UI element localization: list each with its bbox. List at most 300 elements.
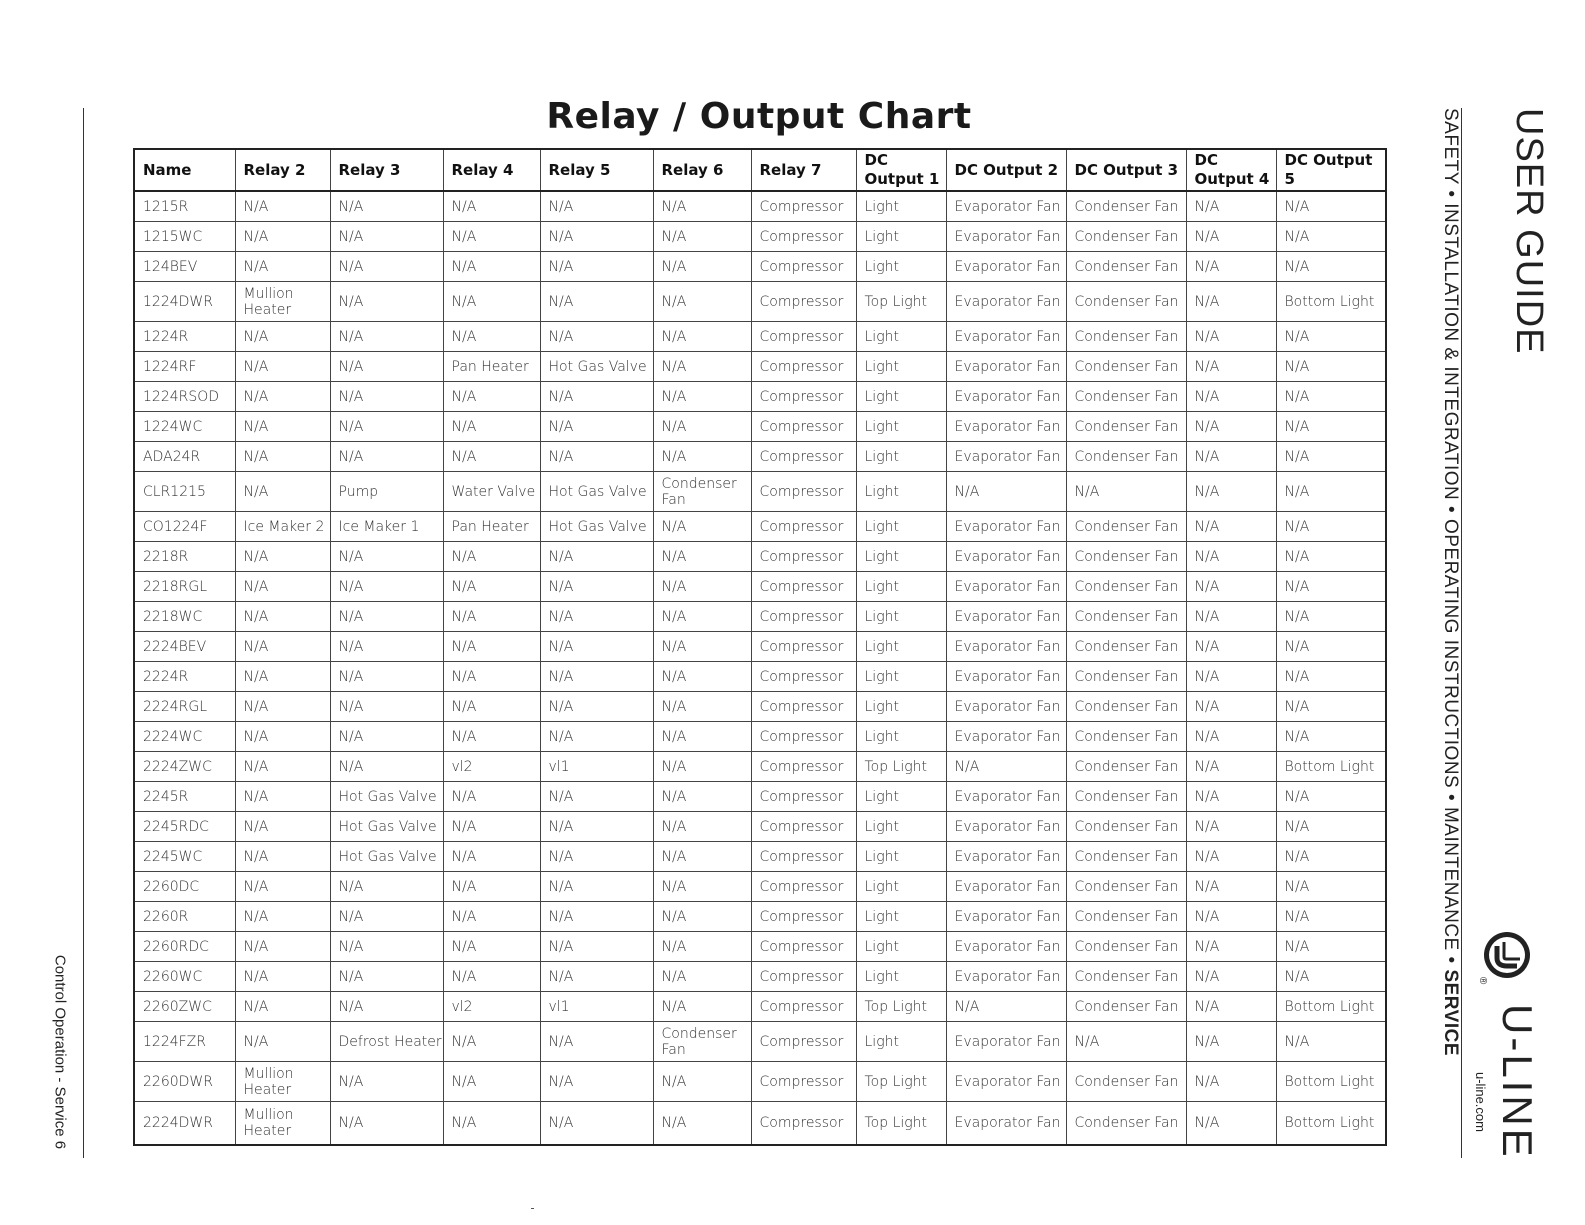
brand-url: u-line.com — [1473, 1072, 1488, 1132]
table-cell: N/A — [1186, 191, 1276, 222]
table-cell: N/A — [653, 902, 751, 932]
table-cell: N/A — [235, 812, 330, 842]
table-cell: Evaporator Fan — [946, 1022, 1066, 1062]
table-body — [134, 191, 1386, 1145]
table-cell: N/A — [946, 472, 1066, 512]
column-header: DC Output 1 — [856, 149, 946, 191]
table-cell: Compressor — [751, 352, 856, 382]
table-cell: N/A — [330, 752, 443, 782]
table-cell: N/A — [235, 842, 330, 872]
table-row — [134, 932, 1386, 962]
table-cell: N/A — [235, 442, 330, 472]
table-cell: Condenser Fan — [1066, 632, 1186, 662]
table-cell: Condenser Fan — [1066, 662, 1186, 692]
table-cell: Compressor — [751, 812, 856, 842]
model-name-cell: 2224WC — [134, 722, 235, 752]
u-line-logo-icon — [1482, 930, 1532, 980]
table-cell: N/A — [1186, 782, 1276, 812]
table-cell: N/A — [1276, 472, 1386, 512]
table-cell: N/A — [1186, 412, 1276, 442]
table-cell: N/A — [235, 992, 330, 1022]
table-cell: Hot Gas Valve — [540, 352, 653, 382]
table-cell: N/A — [235, 222, 330, 252]
table-cell: N/A — [540, 442, 653, 472]
table-cell: Condenser Fan — [1066, 191, 1186, 222]
table-row — [134, 632, 1386, 662]
table-cell: Condenser Fan — [1066, 932, 1186, 962]
table-cell: N/A — [1066, 472, 1186, 512]
table-cell: Light — [856, 872, 946, 902]
table-cell: Evaporator Fan — [946, 812, 1066, 842]
table-cell: Evaporator Fan — [946, 1062, 1066, 1102]
table-cell: N/A — [443, 602, 540, 632]
table-cell: N/A — [443, 902, 540, 932]
model-name-cell: 2224BEV — [134, 632, 235, 662]
table-cell: Compressor — [751, 872, 856, 902]
table-cell: N/A — [653, 692, 751, 722]
table-cell: Light — [856, 191, 946, 222]
table-cell: N/A — [540, 932, 653, 962]
table-cell: N/A — [540, 872, 653, 902]
table-cell: N/A — [540, 842, 653, 872]
table-cell: Compressor — [751, 752, 856, 782]
table-cell: Light — [856, 442, 946, 472]
table-cell: N/A — [443, 572, 540, 602]
table-cell: N/A — [235, 692, 330, 722]
table-row — [134, 322, 1386, 352]
table-cell: Compressor — [751, 962, 856, 992]
table-cell: Condenser Fan — [1066, 962, 1186, 992]
table-cell: N/A — [235, 752, 330, 782]
table-cell: N/A — [443, 1062, 540, 1102]
table-cell: N/A — [1186, 752, 1276, 782]
table-cell: N/A — [1186, 1102, 1276, 1146]
table-cell: Evaporator Fan — [946, 782, 1066, 812]
table-cell: N/A — [540, 722, 653, 752]
table-cell: N/A — [1276, 812, 1386, 842]
table-cell: N/A — [1186, 382, 1276, 412]
table-cell: N/A — [540, 1102, 653, 1146]
table-cell: N/A — [1276, 352, 1386, 382]
table-cell: Compressor — [751, 442, 856, 472]
table-cell: N/A — [1276, 842, 1386, 872]
table-cell: Light — [856, 722, 946, 752]
table-cell: Evaporator Fan — [946, 902, 1066, 932]
table-cell: N/A — [443, 282, 540, 322]
table-cell: N/A — [235, 352, 330, 382]
table-cell: Compressor — [751, 1022, 856, 1062]
table-row — [134, 352, 1386, 382]
table-cell: N/A — [653, 962, 751, 992]
table-cell: Evaporator Fan — [946, 872, 1066, 902]
table-row — [134, 752, 1386, 782]
table-cell: N/A — [653, 662, 751, 692]
table-cell: N/A — [443, 252, 540, 282]
model-name-cell: 1224FZR — [134, 1022, 235, 1062]
table-cell: N/A — [540, 1022, 653, 1062]
table-cell: Evaporator Fan — [946, 1102, 1066, 1146]
table-cell: N/A — [235, 662, 330, 692]
table-cell: Evaporator Fan — [946, 542, 1066, 572]
model-name-cell: 2224DWR — [134, 1102, 235, 1146]
table-row — [134, 902, 1386, 932]
model-name-cell: 2260DWR — [134, 1062, 235, 1102]
table-cell: Pump — [330, 472, 443, 512]
table-cell: N/A — [330, 992, 443, 1022]
table-cell: Evaporator Fan — [946, 602, 1066, 632]
table-cell: Compressor — [751, 1062, 856, 1102]
table-cell: N/A — [443, 932, 540, 962]
table-row — [134, 512, 1386, 542]
table-cell: N/A — [1276, 191, 1386, 222]
table-cell: N/A — [653, 412, 751, 442]
table-row — [134, 692, 1386, 722]
table-cell: N/A — [1276, 442, 1386, 472]
table-cell: N/A — [1276, 542, 1386, 572]
table-cell: N/A — [540, 812, 653, 842]
model-name-cell: 2260R — [134, 902, 235, 932]
table-cell: N/A — [540, 632, 653, 662]
table-cell: Light — [856, 932, 946, 962]
table-cell: N/A — [653, 872, 751, 902]
table-cell: N/A — [1186, 252, 1276, 282]
table-cell: N/A — [1276, 1022, 1386, 1062]
table-cell: Compressor — [751, 992, 856, 1022]
table-cell: N/A — [1186, 512, 1276, 542]
table-cell: Evaporator Fan — [946, 932, 1066, 962]
table-cell: N/A — [443, 191, 540, 222]
table-cell: Condenser Fan — [1066, 902, 1186, 932]
table-cell: Light — [856, 662, 946, 692]
table-cell: Condenser Fan — [1066, 352, 1186, 382]
column-header: DC Output 2 — [946, 149, 1066, 191]
model-name-cell: 2224RGL — [134, 692, 235, 722]
model-name-cell: 124BEV — [134, 252, 235, 282]
table-cell: N/A — [235, 542, 330, 572]
table-cell: N/A — [1186, 322, 1276, 352]
table-cell: N/A — [653, 842, 751, 872]
table-cell: Compressor — [751, 191, 856, 222]
table-cell: N/A — [330, 222, 443, 252]
table-cell: N/A — [330, 382, 443, 412]
table-cell: N/A — [330, 352, 443, 382]
table-cell: N/A — [443, 542, 540, 572]
table-cell: N/A — [443, 632, 540, 662]
table-cell: N/A — [653, 722, 751, 752]
table-cell: Condenser Fan — [1066, 992, 1186, 1022]
table-cell: Top Light — [856, 752, 946, 782]
table-cell: N/A — [653, 282, 751, 322]
table-cell: Condenser Fan — [1066, 1062, 1186, 1102]
table-cell: Light — [856, 842, 946, 872]
table-cell: N/A — [540, 1062, 653, 1102]
table-cell: N/A — [330, 722, 443, 752]
table-cell: N/A — [540, 662, 653, 692]
table-cell: N/A — [540, 962, 653, 992]
column-header: Relay 6 — [653, 149, 751, 191]
table-cell: N/A — [443, 662, 540, 692]
model-name-cell: 1215WC — [134, 222, 235, 252]
table-cell: Light — [856, 222, 946, 252]
table-cell: N/A — [443, 812, 540, 842]
table-cell: Pan Heater — [443, 512, 540, 542]
table-cell: Ice Maker 2 — [235, 512, 330, 542]
table-cell: Light — [856, 352, 946, 382]
table-cell: N/A — [235, 472, 330, 512]
table-cell: Hot Gas Valve — [540, 472, 653, 512]
table-cell: N/A — [330, 282, 443, 322]
table-cell: Compressor — [751, 902, 856, 932]
table-cell: Top Light — [856, 282, 946, 322]
table-row — [134, 962, 1386, 992]
table-cell: Ice Maker 1 — [330, 512, 443, 542]
table-cell: N/A — [653, 752, 751, 782]
table-cell: N/A — [1186, 442, 1276, 472]
table-cell: N/A — [1186, 692, 1276, 722]
table-cell: N/A — [1276, 412, 1386, 442]
table-cell: N/A — [330, 602, 443, 632]
table-cell: N/A — [1186, 472, 1276, 512]
table-cell: Compressor — [751, 662, 856, 692]
table-cell: N/A — [443, 222, 540, 252]
table-cell: Light — [856, 782, 946, 812]
table-cell: N/A — [443, 842, 540, 872]
table-cell: Evaporator Fan — [946, 722, 1066, 752]
table-cell: N/A — [235, 191, 330, 222]
table-cell: Pan Heater — [443, 352, 540, 382]
column-header: Name — [134, 149, 235, 191]
table-row — [134, 222, 1386, 252]
table-cell: Top Light — [856, 1102, 946, 1146]
table-cell: Bottom Light — [1276, 752, 1386, 782]
guide-tagline — [1441, 108, 1460, 1056]
table-cell: Bottom Light — [1276, 1062, 1386, 1102]
table-cell: N/A — [330, 572, 443, 602]
model-name-cell: 2218R — [134, 542, 235, 572]
table-cell: Evaporator Fan — [946, 962, 1066, 992]
table-cell: Condenser Fan — [1066, 222, 1186, 252]
table-cell: Condenser Fan — [653, 1022, 751, 1062]
table-cell: N/A — [1276, 632, 1386, 662]
table-cell: N/A — [330, 442, 443, 472]
table-cell: Compressor — [751, 632, 856, 662]
tagline-service: SERVICE — [1440, 969, 1461, 1057]
table-cell: N/A — [540, 782, 653, 812]
table-cell: Compressor — [751, 572, 856, 602]
table-cell: N/A — [443, 322, 540, 352]
table-cell: N/A — [540, 322, 653, 352]
table-cell: Compressor — [751, 602, 856, 632]
table-cell: N/A — [1276, 932, 1386, 962]
model-name-cell: 2245WC — [134, 842, 235, 872]
user-guide-heading: USER GUIDE — [1508, 108, 1550, 355]
table-cell: vl2 — [443, 752, 540, 782]
table-cell: N/A — [1276, 222, 1386, 252]
table-cell: N/A — [540, 382, 653, 412]
table-row — [134, 782, 1386, 812]
column-header: DC Output 3 — [1066, 149, 1186, 191]
table-cell: N/A — [1186, 282, 1276, 322]
table-cell: N/A — [653, 932, 751, 962]
table-cell: N/A — [443, 962, 540, 992]
table-cell: Evaporator Fan — [946, 222, 1066, 252]
table-cell: Mullion Heater — [235, 282, 330, 322]
table-cell: N/A — [1276, 602, 1386, 632]
table-cell: N/A — [653, 632, 751, 662]
table-cell: N/A — [330, 902, 443, 932]
table-row — [134, 872, 1386, 902]
table-cell: N/A — [443, 1102, 540, 1146]
table-cell: N/A — [1186, 542, 1276, 572]
table-cell: Compressor — [751, 932, 856, 962]
table-cell: N/A — [235, 932, 330, 962]
table-cell: Light — [856, 962, 946, 992]
table-cell: N/A — [540, 602, 653, 632]
table-cell: N/A — [330, 252, 443, 282]
model-name-cell: 2224ZWC — [134, 752, 235, 782]
right-divider — [1461, 108, 1462, 1158]
table-cell: N/A — [1186, 872, 1276, 902]
table-cell: Water Valve — [443, 472, 540, 512]
table-cell: Evaporator Fan — [946, 572, 1066, 602]
relay-output-table — [133, 148, 1387, 1146]
table-cell: Condenser Fan — [1066, 842, 1186, 872]
table-cell: Condenser Fan — [1066, 752, 1186, 782]
table-row — [134, 252, 1386, 282]
table-row — [134, 1102, 1386, 1146]
page-title: Relay / Output Chart — [546, 96, 972, 137]
table-cell: Evaporator Fan — [946, 692, 1066, 722]
table-cell: N/A — [235, 632, 330, 662]
table-cell: N/A — [1186, 992, 1276, 1022]
table-cell: Light — [856, 602, 946, 632]
table-cell: N/A — [330, 632, 443, 662]
table-cell: N/A — [330, 412, 443, 442]
table-cell: Light — [856, 812, 946, 842]
table-row — [134, 992, 1386, 1022]
table-row — [134, 1022, 1386, 1062]
table-cell: N/A — [1186, 1022, 1276, 1062]
table-cell: Condenser Fan — [1066, 872, 1186, 902]
table-cell: N/A — [653, 572, 751, 602]
table-cell: N/A — [330, 191, 443, 222]
model-name-cell: 1224RSOD — [134, 382, 235, 412]
table-cell: Compressor — [751, 842, 856, 872]
table-cell: N/A — [1276, 662, 1386, 692]
table-cell: N/A — [1186, 662, 1276, 692]
model-name-cell: 2218RGL — [134, 572, 235, 602]
table-cell: Condenser Fan — [1066, 692, 1186, 722]
table-cell: N/A — [653, 442, 751, 472]
table-cell: N/A — [330, 322, 443, 352]
column-header: Relay 3 — [330, 149, 443, 191]
table-cell: Compressor — [751, 782, 856, 812]
table-cell: Light — [856, 542, 946, 572]
table-cell: N/A — [540, 252, 653, 282]
model-name-cell: 1224WC — [134, 412, 235, 442]
table-cell: Compressor — [751, 722, 856, 752]
table-cell: Evaporator Fan — [946, 282, 1066, 322]
table-cell: N/A — [443, 442, 540, 472]
table-row — [134, 542, 1386, 572]
table-row — [134, 602, 1386, 632]
table-cell: N/A — [235, 382, 330, 412]
model-name-cell: 2260RDC — [134, 932, 235, 962]
table-row — [134, 812, 1386, 842]
table-cell: N/A — [235, 252, 330, 282]
table-cell: N/A — [1186, 902, 1276, 932]
table-cell: Evaporator Fan — [946, 252, 1066, 282]
model-name-cell: 1224DWR — [134, 282, 235, 322]
table-cell: Evaporator Fan — [946, 382, 1066, 412]
table-cell: N/A — [443, 412, 540, 442]
table-cell: Compressor — [751, 472, 856, 512]
table-cell: Light — [856, 252, 946, 282]
table-cell: N/A — [1276, 962, 1386, 992]
table-row — [134, 442, 1386, 472]
model-name-cell: ADA24R — [134, 442, 235, 472]
table-header-row — [134, 149, 1386, 191]
model-name-cell: CO1224F — [134, 512, 235, 542]
table-cell: Mullion Heater — [235, 1102, 330, 1146]
column-header: DC Output 5 — [1276, 149, 1386, 191]
table-cell: N/A — [1186, 632, 1276, 662]
table-cell: N/A — [1276, 252, 1386, 282]
table-cell: N/A — [1186, 842, 1276, 872]
table-cell: Bottom Light — [1276, 992, 1386, 1022]
table-cell: Top Light — [856, 1062, 946, 1102]
table-cell: Compressor — [751, 282, 856, 322]
table-cell: N/A — [1276, 872, 1386, 902]
table-cell: Compressor — [751, 692, 856, 722]
table-cell: Hot Gas Valve — [330, 842, 443, 872]
left-divider — [83, 108, 84, 1158]
tagline-text: SAFETY • INSTALLATION & INTEGRATION • OPERATING INSTRUCTIONS • MAINTENANCE • — [1440, 108, 1461, 970]
table-cell: N/A — [330, 872, 443, 902]
table-cell: N/A — [330, 1062, 443, 1102]
table-cell: N/A — [1186, 962, 1276, 992]
table-cell: N/A — [653, 252, 751, 282]
table-cell: Compressor — [751, 542, 856, 572]
table-cell: N/A — [653, 191, 751, 222]
model-name-cell: 2224R — [134, 662, 235, 692]
model-name-cell: 2245R — [134, 782, 235, 812]
table-cell: N/A — [946, 992, 1066, 1022]
table-cell: N/A — [1276, 902, 1386, 932]
table-cell: N/A — [653, 512, 751, 542]
model-name-cell: 2245RDC — [134, 812, 235, 842]
table-cell: N/A — [653, 992, 751, 1022]
table-cell: Light — [856, 382, 946, 412]
model-name-cell: 2260WC — [134, 962, 235, 992]
table-cell: N/A — [1186, 572, 1276, 602]
table-cell: N/A — [235, 902, 330, 932]
table-cell: N/A — [1186, 1062, 1276, 1102]
table-row — [134, 722, 1386, 752]
table-cell: Hot Gas Valve — [330, 812, 443, 842]
table-cell: vl2 — [443, 992, 540, 1022]
table-cell: N/A — [653, 782, 751, 812]
table-cell: N/A — [540, 222, 653, 252]
table-cell: Condenser Fan — [1066, 252, 1186, 282]
table-cell: N/A — [443, 692, 540, 722]
table-row — [134, 191, 1386, 222]
table-cell: N/A — [1186, 222, 1276, 252]
table-cell: N/A — [1276, 782, 1386, 812]
table-row — [134, 382, 1386, 412]
table-cell: N/A — [330, 932, 443, 962]
table-cell: N/A — [946, 752, 1066, 782]
